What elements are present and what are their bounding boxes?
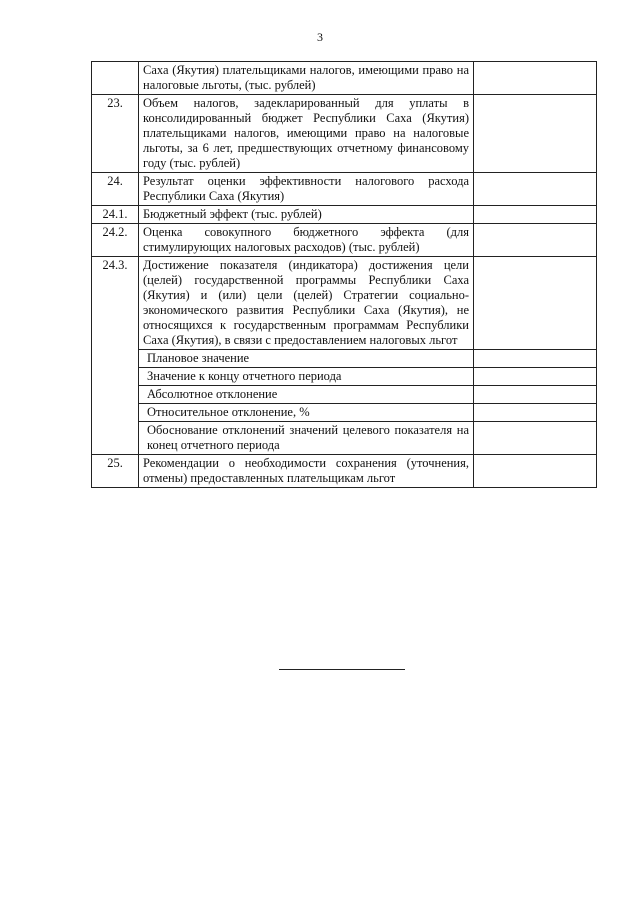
table-subrow (92, 368, 597, 386)
table-row (92, 224, 597, 257)
row-number: 24.2. (92, 224, 139, 257)
table-row (92, 95, 597, 173)
row-description: Саха (Якутия) плательщиками налогов, имеющими право на налоговые льготы, (тыс. рублей) (139, 62, 474, 95)
row-value-cell (474, 257, 597, 350)
page-number: 3 (317, 30, 323, 44)
row-number (92, 62, 139, 95)
table-row (92, 173, 597, 206)
row-number-empty (92, 422, 139, 455)
row-number-empty (92, 404, 139, 422)
end-of-document-line (279, 669, 405, 670)
subrow-label: Обоснование отклонений значений целевого показателя на конец отчетного периода (139, 422, 474, 455)
row-number: 24.1. (92, 206, 139, 224)
row-value-cell (474, 224, 597, 257)
row-description: Достижение показателя (индикатора) достижения цели (целей) государственной программы Республики Саха (Якутия) и (или) цели (целей) Стратегии социально-экономического развития Республики Саха (Якутия), не относящихся к государственным программам Республики Саха (Якутия), в связи с предоставлением налоговых льгот (139, 257, 474, 350)
row-value-cell (474, 350, 597, 368)
row-description: Бюджетный эффект (тыс. рублей) (139, 206, 474, 224)
row-number: 24.3. (92, 257, 139, 350)
row-value-cell (474, 422, 597, 455)
row-value-cell (474, 206, 597, 224)
table-subrow (92, 350, 597, 368)
table-subrow (92, 404, 597, 422)
table-row (92, 257, 597, 350)
table-row (92, 206, 597, 224)
row-value-cell (474, 95, 597, 173)
table-subrow (92, 386, 597, 404)
subrow-label: Абсолютное отклонение (139, 386, 474, 404)
tax-expenditure-table (91, 61, 597, 488)
row-number-empty (92, 350, 139, 368)
row-value-cell (474, 386, 597, 404)
table-row (92, 455, 597, 488)
row-value-cell (474, 455, 597, 488)
row-number: 23. (92, 95, 139, 173)
subrow-label: Значение к концу отчетного периода (139, 368, 474, 386)
subrow-label: Плановое значение (139, 350, 474, 368)
row-value-cell (474, 404, 597, 422)
subrow-label: Относительное отклонение, % (139, 404, 474, 422)
row-number: 24. (92, 173, 139, 206)
row-number-empty (92, 386, 139, 404)
row-description: Результат оценки эффективности налогового расхода Республики Саха (Якутия) (139, 173, 474, 206)
table-row (92, 62, 597, 95)
row-number: 25. (92, 455, 139, 488)
row-description: Рекомендации о необходимости сохранения (уточнения, отмены) предоставленных плательщикам льгот (139, 455, 474, 488)
row-value-cell (474, 62, 597, 95)
row-number-empty (92, 368, 139, 386)
row-description: Объем налогов, задекларированный для уплаты в консолидированный бюджет Республики Саха (Якутия) плательщиками налогов, имеющими право на налоговые льготы, за 6 лет, предшествующих отчетному финансовому году (тыс. рублей) (139, 95, 474, 173)
row-value-cell (474, 173, 597, 206)
row-value-cell (474, 368, 597, 386)
table-subrow (92, 422, 597, 455)
row-description: Оценка совокупного бюджетного эффекта (для стимулирующих налоговых расходов) (тыс. рублей) (139, 224, 474, 257)
